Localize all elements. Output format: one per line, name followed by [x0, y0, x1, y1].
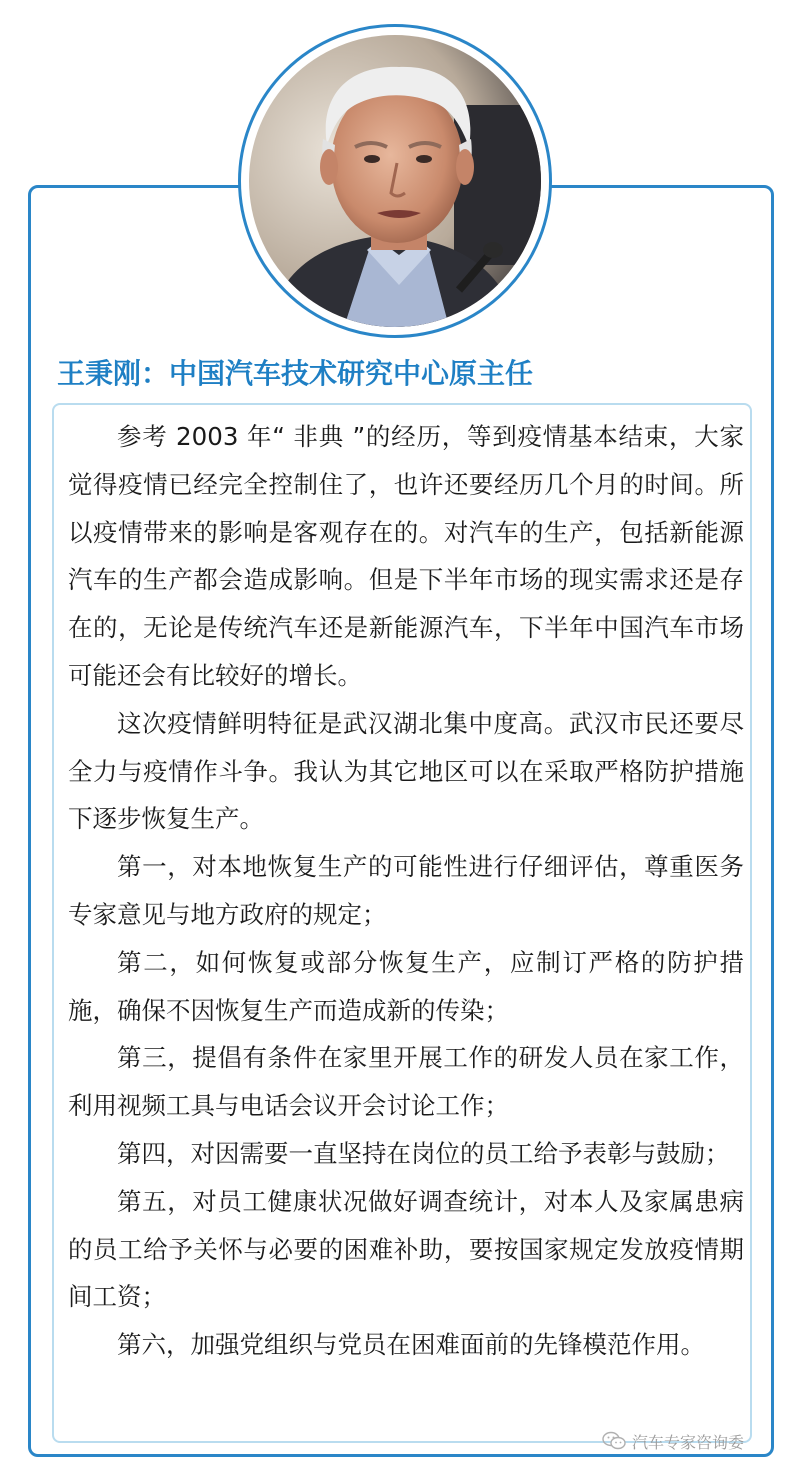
- wechat-icon: [602, 1431, 626, 1451]
- watermark: [602, 1428, 744, 1454]
- paragraph: 第五，对员工健康状况做好调查统计，对本人及家属患病的员工给予关怀与必要的困难补助，要按国家规定发放疫情期间工资；: [68, 1186, 744, 1312]
- paragraph: 第三，提倡有条件在家里开展工作的研发人员在家工作，利用视频工具与电话会议开会讨论工作；: [68, 1043, 744, 1121]
- page-title: 王秉刚：中国汽车技术研究中心原主任: [57, 357, 534, 390]
- portrait-photo: [249, 35, 541, 327]
- paragraph: 第二，如何恢复或部分恢复生产，应制订严格的防护措施，确保不因恢复生产而造成新的传染；: [68, 947, 744, 1025]
- paragraph: 第六，加强党组织与党员在困难面前的先锋模范作用。: [117, 1330, 705, 1360]
- paragraph: 这次疫情鲜明特征是武汉湖北集中度高。武汉市民还要尽全力与疫情作斗争。我认为其它地区可以在采取严格防护措施下逐步恢复生产。: [68, 708, 744, 834]
- paragraph: 第四，对因需要一直坚持在岗位的员工给予表彰与鼓励；: [117, 1138, 730, 1168]
- paragraph: 第一，对本地恢复生产的可能性进行仔细评估，尊重医务专家意见与地方政府的规定；: [68, 852, 744, 929]
- portrait-illustration: [249, 35, 541, 327]
- paragraph: 参考 2003 年“ 非典 ”的经历，等到疫情基本结束，大家觉得疫情已经完全控制住了，也许还要经历几个月的时间。所以疫情带来的影响是客观存在的。对汽车的生产，包括新能源汽车的生产都会造成影响。但是下半年市场的现实需求还是存在的，无论是传统汽车还是新能源汽车，下半年中国汽车市场可能还会有比较好的增长。: [68, 422, 744, 690]
- article-body: [68, 413, 744, 1369]
- portrait-ring: [238, 24, 552, 338]
- watermark-text: 汽车专家咨询委: [632, 1432, 745, 1452]
